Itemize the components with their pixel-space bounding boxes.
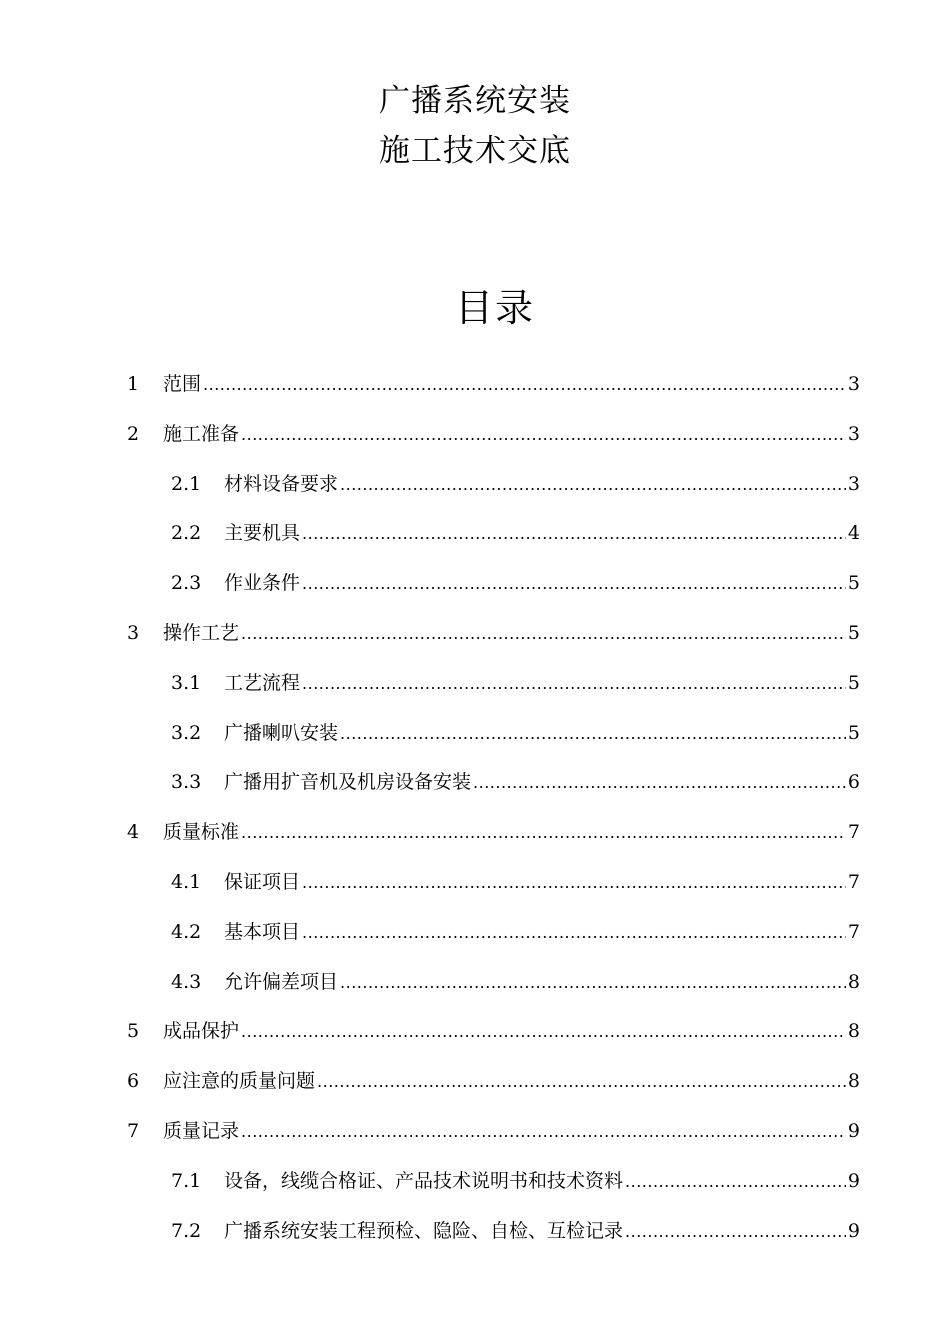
toc-entry[interactable]: [0, 1162, 950, 1212]
toc-entry-leader-line: [163, 1062, 860, 1101]
toc-dot-leader: [302, 864, 846, 902]
toc-dot-leader: [302, 914, 846, 952]
toc-entry-page-number: 5: [847, 671, 860, 694]
toc-entry[interactable]: [0, 963, 950, 1013]
toc-entry[interactable]: [0, 913, 950, 963]
toc-entry-number: 3.3: [171, 771, 202, 794]
toc-dot-leader: [340, 715, 846, 753]
toc-entry-page-number: 3: [847, 472, 860, 495]
toc-dot-leader: [241, 615, 846, 653]
toc-entry-title: 作业条件: [224, 572, 301, 595]
toc-entry-title: 施工准备: [163, 422, 240, 445]
toc-entry[interactable]: [0, 514, 950, 564]
toc-entry-page-number: 9: [847, 1119, 860, 1142]
toc-entry-title: 广播用扩音机及机房设备安装: [224, 771, 472, 794]
document-title-line-2: 施工技术交底: [379, 133, 571, 169]
toc-entry[interactable]: [0, 614, 950, 664]
toc-dot-leader: [203, 366, 846, 404]
toc-entry-page-number: 4: [847, 522, 860, 545]
toc-entry-number: 7.1: [171, 1169, 202, 1192]
toc-entry-title: 基本项目: [224, 920, 301, 943]
toc-entry-number: 4.2: [171, 920, 202, 943]
toc-dot-leader: [625, 1213, 846, 1251]
toc-entry-title: 主要机具: [224, 522, 301, 545]
toc-entry-title: 应注意的质量问题: [163, 1070, 316, 1093]
toc-entry-leader-line: [224, 714, 860, 753]
toc-entry-page-number: 7: [847, 870, 860, 893]
toc-entry-page-number: 7: [847, 821, 860, 844]
toc-dot-leader: [302, 565, 846, 603]
document-title-line-1: 广播系统安装: [379, 83, 571, 119]
toc-entry-leader-line: [163, 1012, 860, 1051]
toc-entry-title: 广播喇叭安装: [224, 721, 339, 744]
toc-entry[interactable]: [0, 813, 950, 863]
toc-entry-number: 6: [127, 1070, 140, 1093]
toc-entry[interactable]: [0, 714, 950, 764]
toc-dot-leader: [473, 764, 846, 802]
toc-entry-number: 2: [127, 422, 140, 445]
toc-entry[interactable]: [0, 763, 950, 813]
toc-entry-number: 4.3: [171, 970, 202, 993]
toc-entry-number: 4: [127, 821, 140, 844]
toc-entry-leader-line: [224, 564, 860, 603]
toc-entry-leader-line: [224, 514, 860, 553]
toc-entry-leader-line: [224, 664, 860, 703]
toc-entry-number: 7.2: [171, 1219, 202, 1242]
table-of-contents: [0, 365, 950, 1261]
toc-entry-number: 7: [127, 1119, 140, 1142]
toc-dot-leader: [340, 466, 846, 504]
toc-entry[interactable]: [0, 1012, 950, 1062]
toc-entry-leader-line: [163, 1112, 860, 1151]
toc-entry-leader-line: [163, 614, 860, 653]
toc-entry[interactable]: [0, 1212, 950, 1262]
toc-entry-page-number: 8: [847, 970, 860, 993]
toc-entry-title: 质量记录: [163, 1119, 240, 1142]
toc-entry-title: 操作工艺: [163, 621, 240, 644]
toc-entry-leader-line: [224, 913, 860, 952]
toc-heading: 目录: [454, 286, 535, 330]
toc-entry[interactable]: [0, 465, 950, 515]
toc-entry[interactable]: [0, 1112, 950, 1162]
toc-entry-page-number: 8: [847, 1020, 860, 1043]
toc-entry-number: 2.1: [171, 472, 202, 495]
toc-entry-title: 工艺流程: [224, 671, 301, 694]
toc-entry-title: 保证项目: [224, 870, 301, 893]
toc-entry-title: 成品保护: [163, 1020, 240, 1043]
toc-dot-leader: [340, 964, 846, 1002]
toc-entry-title: 材料设备要求: [224, 472, 339, 495]
toc-entry-leader-line: [224, 465, 860, 504]
toc-entry-number: 3.2: [171, 721, 202, 744]
toc-entry-leader-line: [224, 1162, 860, 1201]
toc-entry-leader-line: [163, 813, 860, 852]
toc-entry-title: 范围: [163, 373, 202, 395]
toc-dot-leader: [241, 1113, 846, 1151]
toc-entry-number: 3.1: [171, 671, 202, 694]
toc-entry-leader-line: [224, 863, 860, 902]
toc-dot-leader: [241, 416, 846, 454]
toc-entry-number: 1: [127, 373, 140, 395]
toc-entry-page-number: 9: [847, 1219, 860, 1242]
toc-dot-leader: [302, 665, 846, 703]
toc-entry-title: 质量标准: [163, 821, 240, 844]
toc-entry-page-number: 3: [847, 373, 860, 395]
toc-entry[interactable]: [0, 1062, 950, 1112]
toc-entry-leader-line: [224, 963, 860, 1002]
toc-entry-number: 4.1: [171, 870, 202, 893]
toc-entry-leader-line: [224, 1212, 860, 1251]
toc-dot-leader: [317, 1063, 846, 1101]
toc-entry-leader-line: [163, 365, 860, 404]
toc-dot-leader: [241, 1013, 846, 1051]
toc-entry-title: 允许偏差项目: [224, 970, 339, 993]
toc-dot-leader: [241, 814, 846, 852]
toc-entry[interactable]: [0, 664, 950, 714]
toc-entry-number: 5: [127, 1020, 140, 1043]
toc-entry-page-number: 6: [847, 771, 860, 794]
toc-entry-page-number: 5: [847, 572, 860, 595]
toc-entry-page-number: 3: [847, 422, 860, 445]
toc-dot-leader: [302, 515, 846, 553]
toc-entry[interactable]: [0, 415, 950, 465]
toc-entry[interactable]: [0, 863, 950, 913]
toc-entry-leader-line: [224, 763, 860, 802]
toc-entry-page-number: 5: [847, 721, 860, 744]
toc-entry-title: 广播系统安装工程预检、隐险、自检、互检记录: [224, 1219, 624, 1242]
toc-entry-number: 2.2: [171, 522, 202, 545]
toc-entry-title: 设备，线缆合格证、产品技术说明书和技术资料: [224, 1169, 624, 1192]
toc-entry[interactable]: [0, 564, 950, 614]
toc-entry-leader-line: [163, 415, 860, 454]
toc-entry-page-number: 9: [847, 1169, 860, 1192]
toc-entry-page-number: 8: [847, 1070, 860, 1093]
toc-entry-page-number: 7: [847, 920, 860, 943]
toc-dot-leader: [625, 1163, 846, 1201]
toc-entry[interactable]: [0, 365, 950, 415]
toc-entry-page-number: 5: [847, 621, 860, 644]
toc-entry-number: 2.3: [171, 572, 202, 595]
toc-entry-number: 3: [127, 621, 140, 644]
